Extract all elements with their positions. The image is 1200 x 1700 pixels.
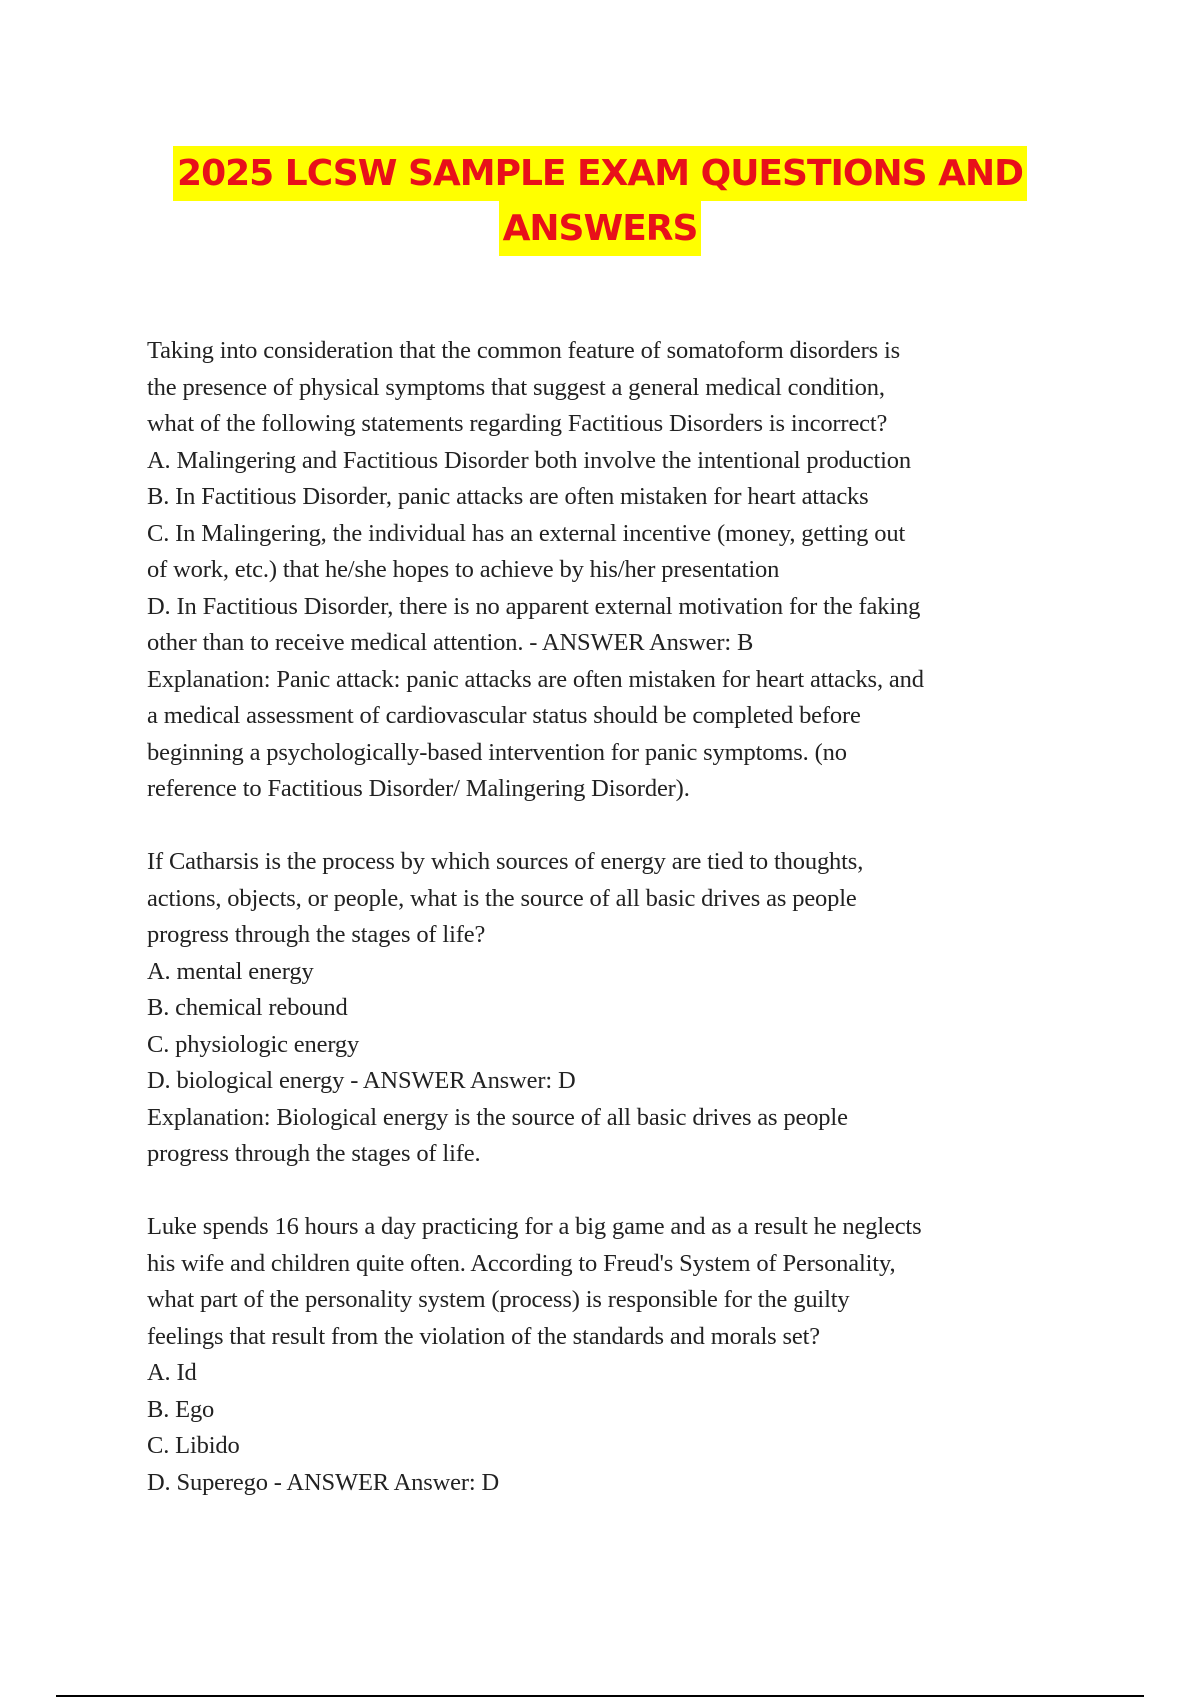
question-3: [147, 1209, 1067, 1501]
question-2-option-b: B. chemical rebound: [147, 994, 348, 1021]
question-3-line: feelings that result from the violation of the standards and morals set?: [147, 1322, 820, 1350]
document-title: [0, 146, 1200, 256]
question-3-option-b: B. Ego: [147, 1395, 215, 1423]
question-1-explanation: reference to Factitious Disorder/ Malingering Disorder).: [147, 775, 690, 802]
question-2-option-d-answer: D. biological energy - ANSWER Answer: D: [147, 1067, 576, 1094]
title-line: 2025 LCSW SAMPLE EXAM QUESTIONS AND: [173, 146, 1027, 201]
question-2-option-a: A. mental energy: [147, 957, 314, 985]
question-2-explanation: progress through the stages of life.: [147, 1140, 481, 1167]
question-1-option-c-cont: of work, etc.) that he/she hopes to achieve by his/her presentation: [147, 556, 780, 583]
question-3-option-d-answer: D. Superego - ANSWER Answer: D: [147, 1468, 500, 1496]
question-1-explanation: Explanation: Panic attack: panic attacks are often mistaken for heart attacks, and: [147, 665, 924, 693]
question-2-explanation: Explanation: Biological energy is the source of all basic drives as people: [147, 1103, 848, 1131]
question-3-option-c: C. Libido: [147, 1432, 240, 1459]
question-3-line: Luke spends 16 hours a day practicing for a big game and as a result he neglects: [147, 1213, 922, 1240]
question-1-option-c: C. In Malingering, the individual has an external incentive (money, getting out: [147, 519, 906, 547]
footer-divider: [56, 1695, 1144, 1697]
question-2-line: actions, objects, or people, what is the source of all basic drives as people: [147, 884, 857, 912]
question-1-explanation: beginning a psychologically-based intervention for panic symptoms. (no: [147, 738, 847, 766]
question-1-explanation: a medical assessment of cardiovascular status should be completed before: [147, 702, 861, 729]
question-1-option-b: B. In Factitious Disorder, panic attacks are often mistaken for heart attacks: [147, 483, 869, 510]
question-1-line: Taking into consideration that the common feature of somatoform disorders is: [147, 337, 901, 364]
question-3-line: his wife and children quite often. According to Freud's System of Personality,: [147, 1249, 896, 1277]
question-3-option-a: A. Id: [147, 1359, 197, 1386]
title-line: ANSWERS: [499, 201, 702, 256]
questions-body: [147, 333, 1067, 1538]
question-1-answer: other than to receive medical attention. - ANSWER Answer: B: [147, 629, 754, 656]
question-1-line: the presence of physical symptoms that suggest a general medical condition,: [147, 373, 885, 401]
question-3-line: what part of the personality system (process) is responsible for the guilty: [147, 1286, 850, 1313]
question-1-option-a: A. Malingering and Factitious Disorder both involve the intentional production: [147, 446, 911, 474]
question-1: [147, 333, 1067, 808]
question-1-line: what of the following statements regarding Factitious Disorders is incorrect?: [147, 410, 888, 437]
question-2-option-c: C. physiologic energy: [147, 1030, 360, 1058]
question-2: [147, 844, 1067, 1173]
question-2-line: progress through the stages of life?: [147, 921, 486, 948]
question-2-line: If Catharsis is the process by which sources of energy are tied to thoughts,: [147, 848, 864, 875]
question-1-option-d: D. In Factitious Disorder, there is no apparent external motivation for the faking: [147, 592, 921, 620]
